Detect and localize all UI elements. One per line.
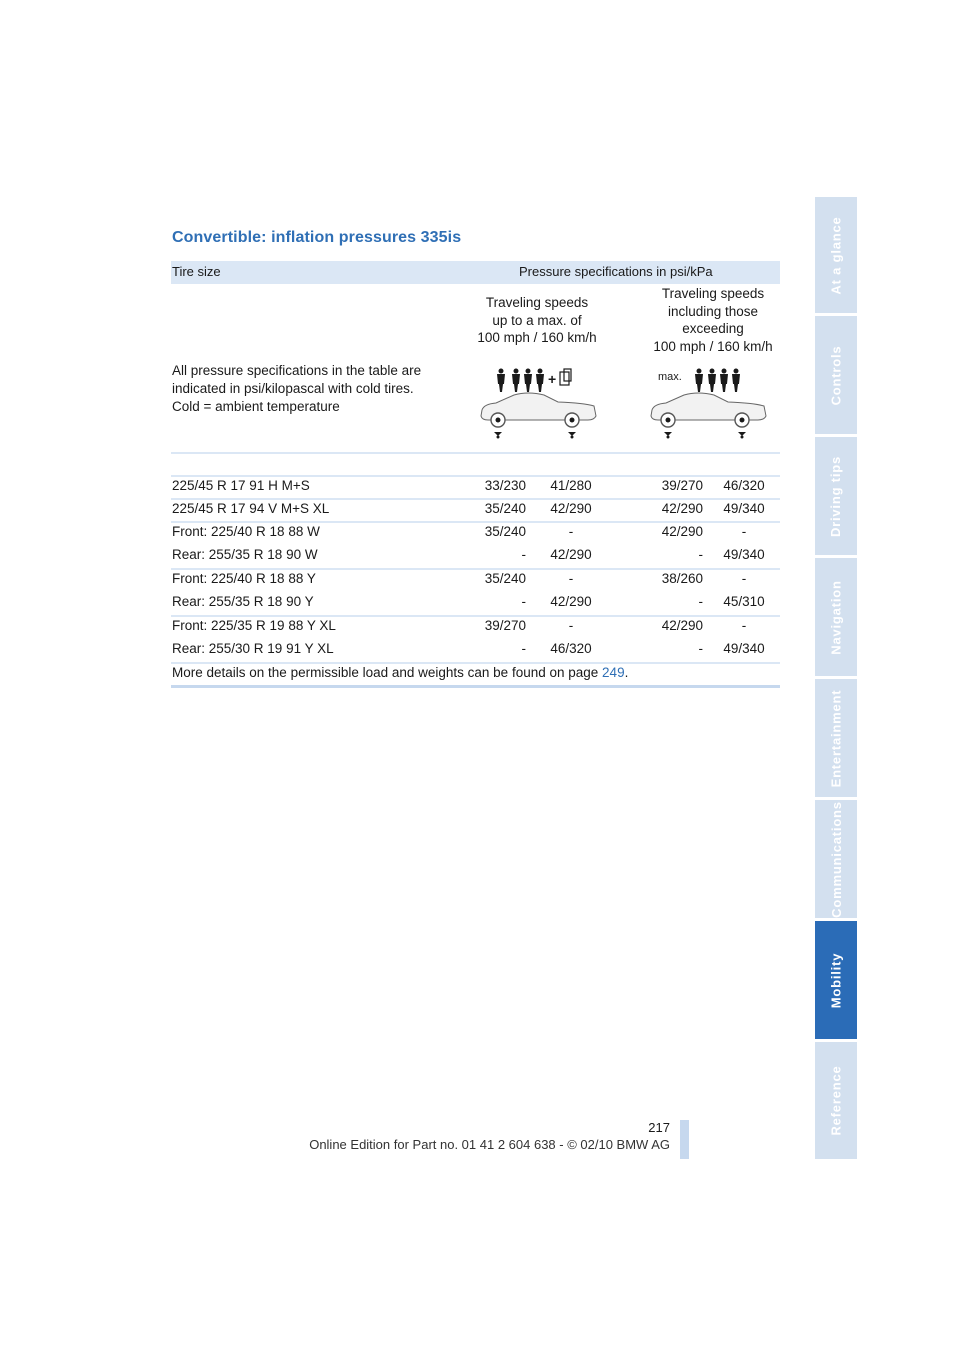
tire-size-header: Tire size [172, 264, 221, 279]
svg-text:+: + [548, 371, 557, 387]
table-divider [171, 452, 780, 454]
tab-navigation[interactable]: Navigation [815, 558, 857, 676]
max-label: max. [658, 371, 682, 383]
tab-communications[interactable]: Communications [815, 800, 857, 918]
table-divider [171, 662, 780, 664]
table-row: Front: 225/35 R 19 88 Y XL 39/270 - 42/290 - [172, 618, 747, 633]
table-row: Rear: 255/30 R 19 91 Y XL - 46/320 - 49/340 [172, 641, 765, 656]
table-row: Front: 225/40 R 18 88 Y 35/240 - 38/260 - [172, 571, 747, 586]
tab-at-a-glance[interactable]: At a glance [815, 197, 857, 313]
footer-text: Online Edition for Part no. 01 41 2 604 638 - © 02/10 BMW AG [309, 1137, 670, 1152]
speed-column-b-heading: Traveling speeds including those exceeding 100 mph / 160 km/h [653, 286, 773, 354]
page-link[interactable]: 249 [602, 665, 625, 680]
tab-controls[interactable]: Controls [815, 316, 857, 434]
table-row: Rear: 255/35 R 18 90 W - 42/290 - 49/340 [172, 547, 765, 562]
table-row: 225/45 R 17 91 H M+S 33/230 41/280 39/270 46/320 [172, 478, 765, 493]
table-row: Front: 225/40 R 18 88 W 35/240 - 42/290 - [172, 524, 747, 539]
table-row: Rear: 255/35 R 18 90 Y - 42/290 - 45/310 [172, 594, 765, 609]
tab-mobility[interactable]: Mobility [815, 921, 857, 1039]
tab-entertainment[interactable]: Entertainment [815, 679, 857, 797]
footer-bar [680, 1120, 689, 1159]
tab-driving-tips[interactable]: Driving tips [815, 437, 857, 555]
max-load-car-icon [650, 366, 780, 447]
partial-load-car-icon [474, 366, 604, 447]
table-bottom-rule [171, 685, 780, 688]
pressure-note: All pressure specifications in the table are indicated in psi/kilopascal with cold tires. Cold = ambient temperature [172, 363, 422, 414]
speed-column-a-heading: Traveling speeds up to a max. of 100 mph / 160 km/h [477, 295, 597, 345]
table-footnote: More details on the permissible load and weights can be found on page 249. [172, 665, 629, 680]
pressure-header: Pressure specifications in psi/kPa [519, 264, 713, 279]
section-title: Convertible: inflation pressures 335is [172, 229, 462, 246]
tab-reference[interactable]: Reference [815, 1042, 857, 1159]
table-row: 225/45 R 17 94 V M+S XL 35/240 42/290 42/290 49/340 [172, 501, 765, 516]
page-number: 217 [648, 1120, 670, 1135]
table-header [171, 261, 780, 284]
